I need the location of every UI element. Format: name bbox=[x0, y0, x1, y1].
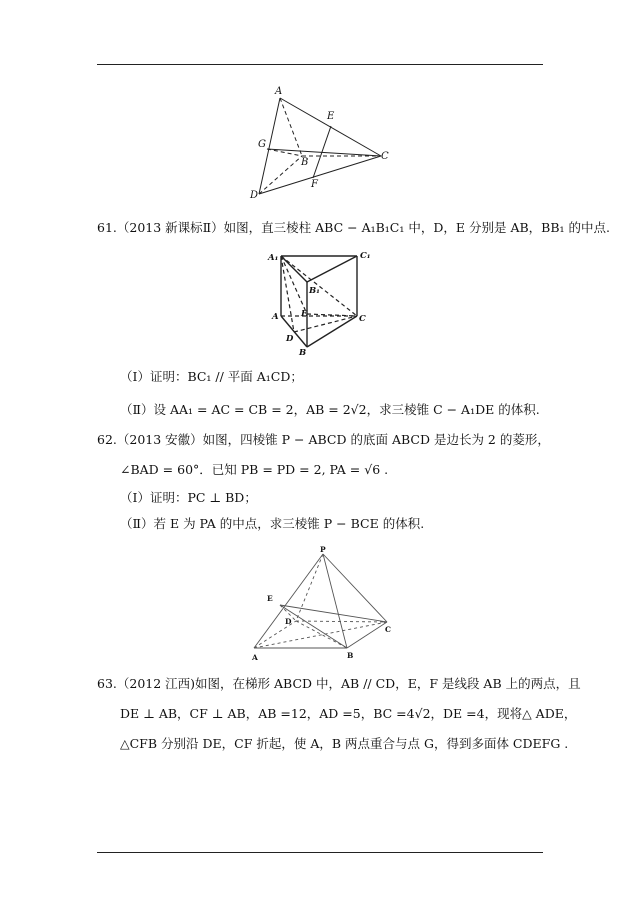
problem-62-part2: （Ⅱ）若 E 为 PA 的中点，求三棱锥 P − BCE 的体积. bbox=[120, 516, 425, 531]
top-rule bbox=[97, 64, 543, 65]
label-B1: B₁ bbox=[309, 286, 320, 296]
label-C1: C₁ bbox=[360, 251, 371, 261]
label-D: D bbox=[250, 190, 259, 201]
problem-62-header-line2: ∠BAD = 60°．已知 PB = PD = 2, PA = √6 . bbox=[120, 462, 389, 477]
label-B: B bbox=[301, 157, 309, 168]
tetrahedron-figure bbox=[245, 84, 395, 204]
problem-63-line2: DE ⊥ AB，CF ⊥ AB，AB =12，AD =5，BC =4√2，DE =4，现将△ ADE， bbox=[120, 706, 577, 721]
label-G: G bbox=[258, 139, 266, 150]
label-C: C bbox=[359, 314, 366, 324]
problem-62-header-line1: 62.（2013 安徽）如图，四棱锥 P − ABCD 的底面 ABCD 是边长为 2 的菱形， bbox=[97, 432, 550, 447]
problem-61-part2: （Ⅱ）设 AA₁ = AC = CB = 2，AB = 2√2，求三棱锥 C − A₁DE 的体积. bbox=[120, 402, 540, 417]
label-D: D bbox=[286, 334, 294, 344]
problem-61-header: 61.（2013 新课标Ⅱ）如图，直三棱柱 ABC − A₁B₁C₁ 中，D，E 分别是 AB，BB₁ 的中点. bbox=[97, 220, 610, 235]
problem-63-line1: 63.（2012 江西)如图，在梯形 ABCD 中，AB // CD，E，F 是线段 AB 上的两点，且 bbox=[97, 676, 581, 691]
label-E: E bbox=[267, 594, 273, 603]
label-C: C bbox=[385, 625, 391, 634]
label-A: A bbox=[275, 86, 283, 97]
label-E: E bbox=[301, 309, 308, 319]
label-D: D bbox=[285, 617, 292, 626]
prism-figure bbox=[263, 244, 383, 359]
label-P: P bbox=[320, 545, 326, 554]
label-B: B bbox=[347, 651, 354, 660]
problem-61-part1: （Ⅰ）证明：BC₁ // 平面 A₁CD； bbox=[120, 369, 303, 384]
pyramid-figure bbox=[244, 544, 404, 666]
label-C: C bbox=[381, 151, 389, 162]
label-B: B bbox=[299, 348, 307, 358]
label-E: E bbox=[327, 111, 335, 122]
label-F: F bbox=[311, 179, 318, 190]
label-A: A bbox=[272, 312, 279, 322]
label-A: A bbox=[252, 653, 258, 662]
problem-63-line3: △CFB 分别沿 DE，CF 折起，使 A，B 两点重合与点 G，得到多面体 CDEFG . bbox=[120, 736, 569, 751]
label-A1: A₁ bbox=[268, 253, 279, 263]
bottom-rule bbox=[97, 852, 543, 853]
problem-62-part1: （Ⅰ）证明：PC ⊥ BD； bbox=[120, 490, 257, 505]
